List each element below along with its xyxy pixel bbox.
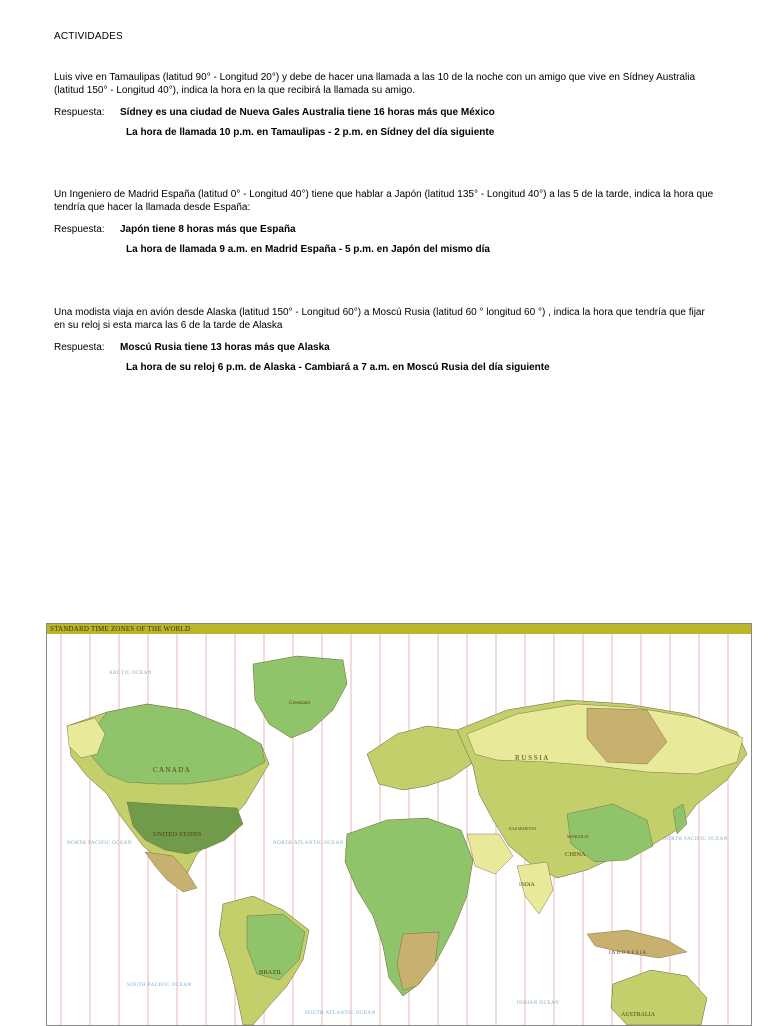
question-2: Un Ingeniero de Madrid España (latitud 0° - Longitud 40°) tiene que hablar a Japón (latitud 135° - Longitud 40°) a las 5 de la tarde, indica la hora que tendría que hacer la llamada desde España: <box>54 189 714 213</box>
label-indonesia: I N D O N E S I A <box>609 951 646 956</box>
label-arctic-ocean: ARCTIC OCEAN <box>109 671 152 676</box>
label-indian-ocean: INDIAN OCEAN <box>517 1001 560 1006</box>
answer-3-line-1: Moscú Rusia tiene 13 horas más que Alaska <box>120 342 330 353</box>
label-south-pacific-ocean: SOUTH PACIFIC OCEAN <box>127 983 192 988</box>
answer-2-line-2: La hora de llamada 9 a.m. en Madrid España - 5 p.m. en Japón del mismo día <box>126 244 490 255</box>
label-greenland: Greenland <box>289 701 310 706</box>
page-title: ACTIVIDADES <box>54 31 123 42</box>
answer-3-line-2: La hora de su reloj 6 p.m. de Alaska - Cambiará a 7 a.m. en Moscú Rusia del día siguiente <box>126 362 550 373</box>
india-region <box>517 862 553 914</box>
question-1: Luis vive en Tamaulipas (latitud 90° - Longitud 20°) y debe de hacer una llamada a las 10 de la noche con un amigo que vive en Sídney Australia (latitud 150° - Longitud 40°), indica la hora en la que recibirá la llamada su amigo. <box>54 72 696 96</box>
label-india: INDIA <box>519 882 535 888</box>
answer-1-line-1: Sídney es una ciudad de Nueva Gales Australia tiene 16 horas más que México <box>120 107 495 118</box>
map-graphic <box>47 634 751 1025</box>
map-title: STANDARD TIME ZONES OF THE WORLD <box>50 625 191 633</box>
label-united-states: UNITED STATES <box>153 831 202 838</box>
label-russia: R U S S I A <box>515 754 549 762</box>
answer-label-3: Respuesta: <box>54 342 105 353</box>
label-north-pacific-ocean-east: NORTH PACIFIC OCEAN <box>663 837 728 842</box>
label-brazil: BRAZIL <box>259 969 283 976</box>
africa-south-region <box>397 932 439 990</box>
question-3: Una modista viaja en avión desde Alaska (latitud 150° - Longitud 60°) a Moscú Rusia (latitud 60 ° longitud 60 °) , indica la hora que tendría que fijar en su reloj si esta marca las 6 de la tarde de Alaska <box>54 307 705 331</box>
label-south-atlantic-ocean: SOUTH ATLANTIC OCEAN <box>305 1011 376 1016</box>
world-time-zone-map <box>46 623 752 1026</box>
label-china: CHINA <box>565 851 586 858</box>
label-north-pacific-ocean: NORTH PACIFIC OCEAN <box>67 841 132 846</box>
label-australia: AUSTRALIA <box>621 1012 655 1018</box>
answer-label-2: Respuesta: <box>54 224 105 235</box>
label-kazakhstan: KAZAKHSTAN <box>509 826 537 831</box>
label-canada: C A N A D A <box>153 766 190 774</box>
label-north-atlantic-ocean: NORTH ATLANTIC OCEAN <box>273 841 344 846</box>
answer-1-line-2: La hora de llamada 10 p.m. en Tamaulipas - 2 p.m. en Sídney del día siguiente <box>126 127 495 138</box>
label-mongolia: MONGOLIA <box>567 834 589 839</box>
greenland-landmass <box>253 656 347 738</box>
answer-2-line-1: Japón tiene 8 horas más que España <box>120 224 296 235</box>
answer-label-1: Respuesta: <box>54 107 105 118</box>
